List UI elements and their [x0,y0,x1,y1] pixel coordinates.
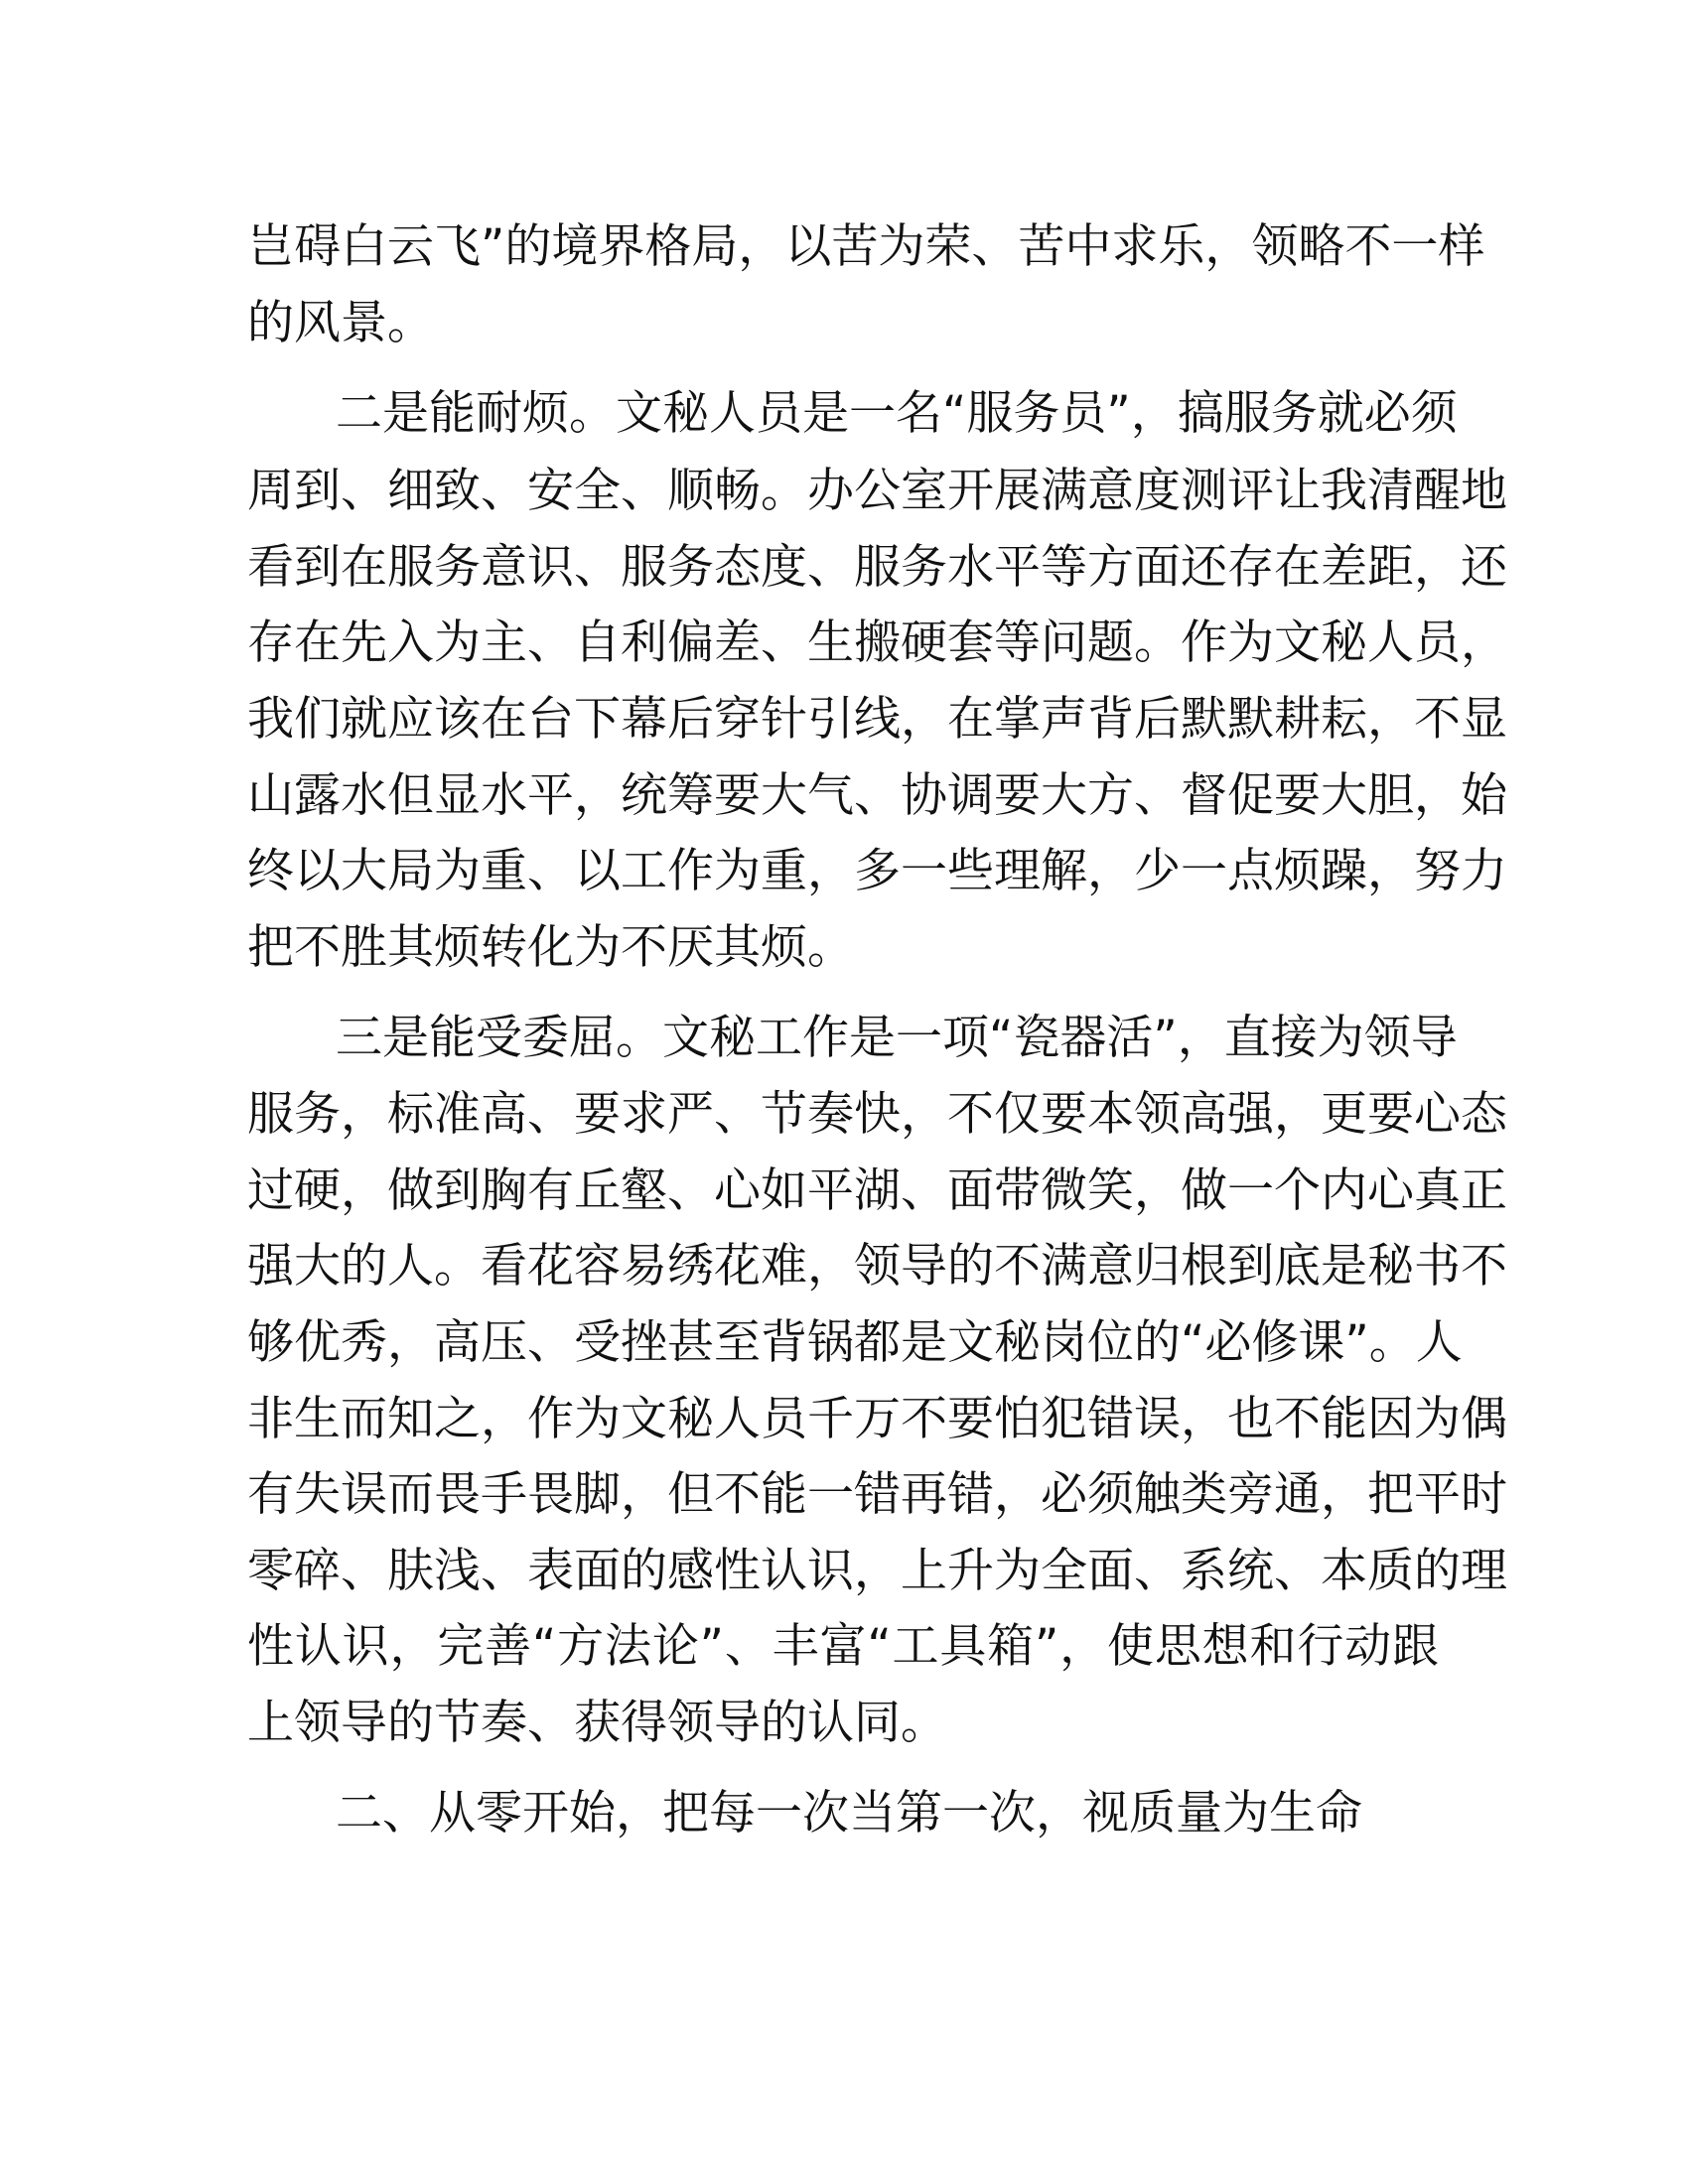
text-line: 终以大局为重、以工作为重，多一些理解，少一点烦躁，努力 [247,844,1507,898]
text-line: 有失误而畏手畏脚，但不能一错再错，必须触类旁通，把平时 [247,1467,1507,1522]
text-line: 把不胜其烦转化为不厌其烦。 [247,920,854,975]
text-line: 我们就应该在台下幕后穿针引线，在掌声背后默默耕耘，不显 [247,692,1507,747]
text-line: 强大的人。看花容易绣花难，领导的不满意归根到底是秘书不 [247,1239,1507,1294]
text-line: 服务，标准高、要求严、节奏快，不仅要本领高强，更要心态 [247,1087,1507,1142]
text-line: 够优秀，高压、受挫甚至背锅都是文秘岗位的“必修课”。人 [247,1315,1463,1370]
text-line: 性认识，完善“方法论”、丰富“工具箱”，使思想和行动跟 [247,1619,1439,1674]
text-line: 过硬，做到胸有丘壑、心如平湖、面带微笑，做一个内心真正 [247,1163,1507,1218]
text-line: 山露水但显水平，统筹要大气、协调要大方、督促要大胆，始 [247,768,1507,823]
section-heading: 二、从零开始，把每一次当第一次，视质量为生命 [336,1786,1362,1841]
text-line: 的风景。 [247,296,434,350]
text-line: 周到、细致、安全、顺畅。办公室开展满意度测评让我清醒地 [247,464,1507,518]
paragraph-first-line: 二是能耐烦。文秘人员是一名“服务员”，搞服务就必须 [336,386,1458,441]
text-line: 看到在服务意识、服务态度、服务水平等方面还存在差距，还 [247,540,1507,595]
text-line: 岂碍白云飞”的境界格局，以苦为荣、苦中求乐，领略不一样 [247,219,1485,274]
text-line: 零碎、肤浅、表面的感性认识，上升为全面、系统、本质的理 [247,1544,1507,1598]
text-line: 非生而知之，作为文秘人员千万不要怕犯错误，也不能因为偶 [247,1392,1507,1446]
text-line: 上领导的节奏、获得领导的认同。 [247,1696,947,1750]
text-line: 存在先入为主、自利偏差、生搬硬套等问题。作为文秘人员， [247,615,1507,670]
paragraph-first-line: 三是能受委屈。文秘工作是一项“瓷器活”，直接为领导 [336,1011,1458,1065]
